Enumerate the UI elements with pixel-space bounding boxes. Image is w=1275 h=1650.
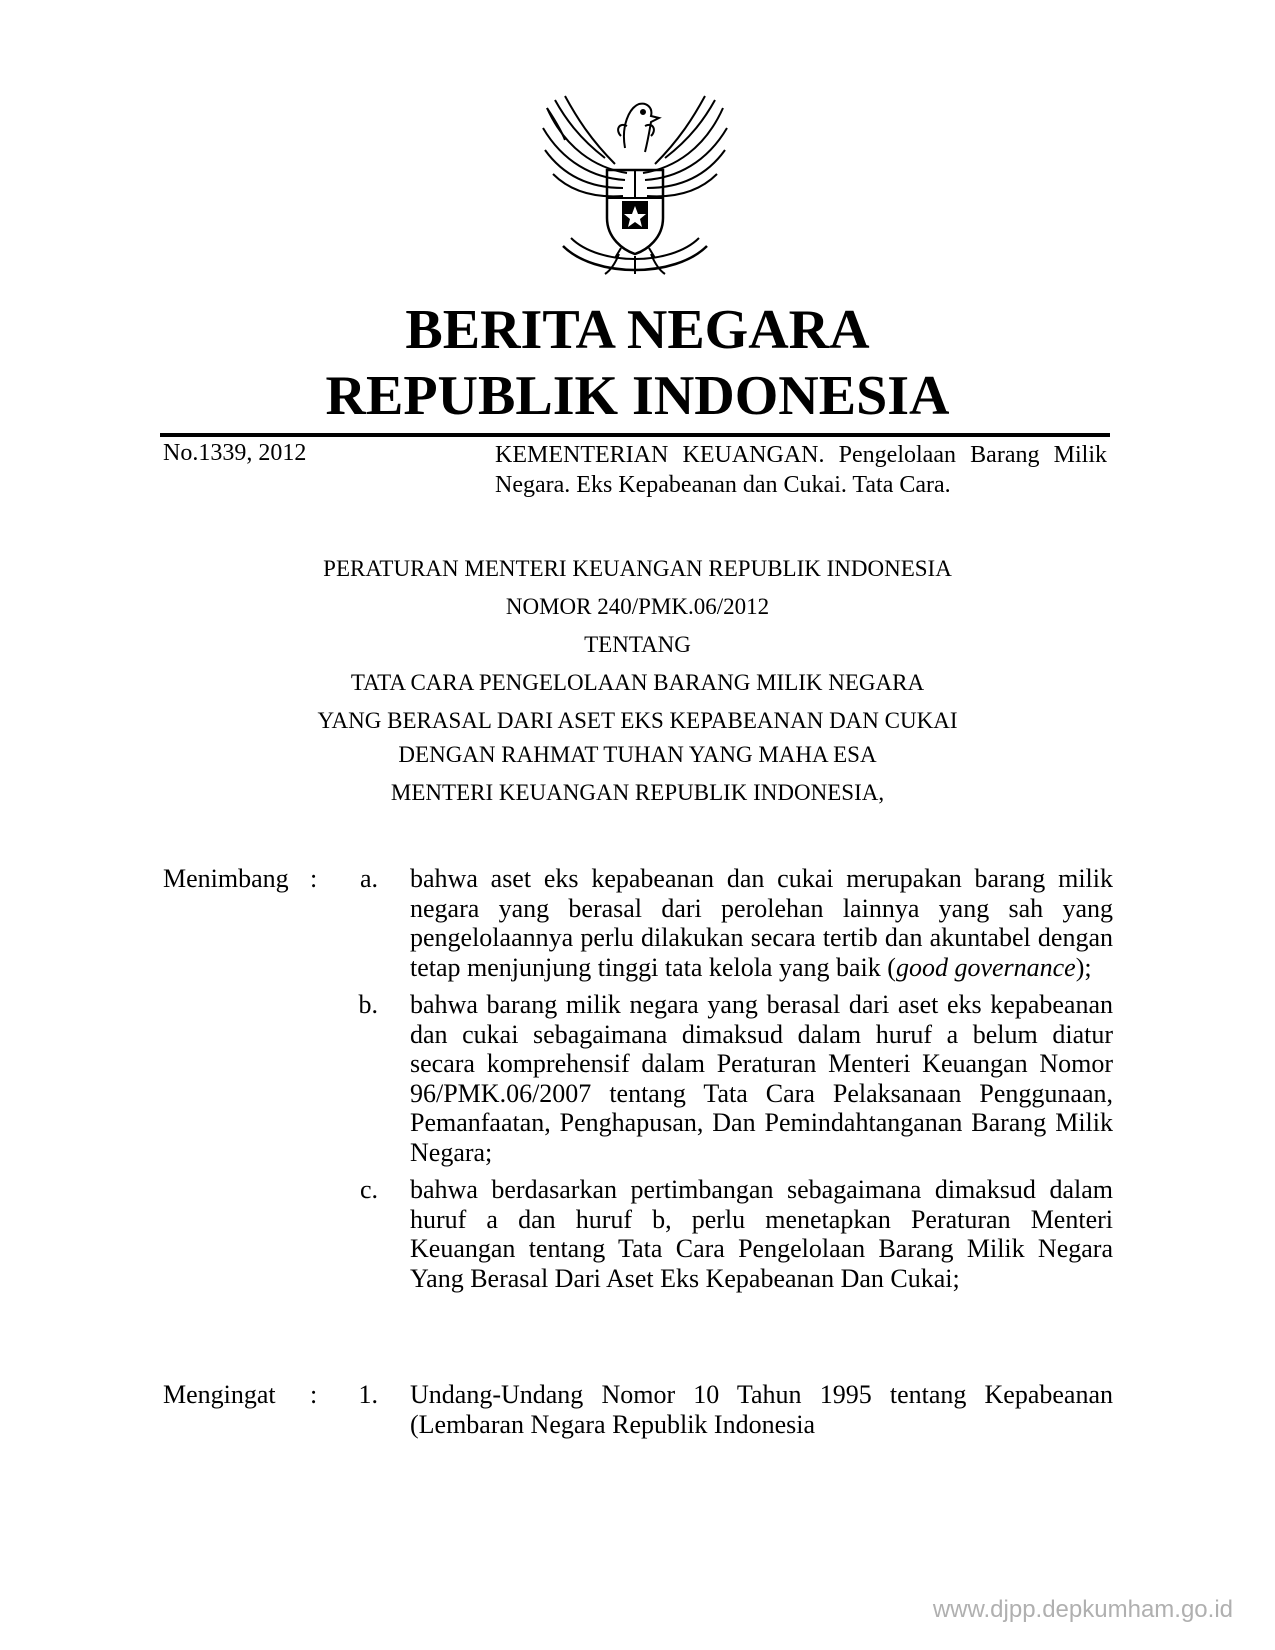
- regulation-tentang: TENTANG: [584, 632, 691, 657]
- item-marker: b.: [358, 990, 378, 1019]
- list-item: [163, 1380, 1113, 1439]
- item-text: bahwa berdasarkan pertimbangan sebagaimana dimaksud dalam huruf a dan huruf b, perlu menetapkan Peraturan Menteri Keuangan tentang Tata Cara Pengelolaan Barang Milik Negara Yang Berasal Dari Aset Eks Kepabeanan Dan Cukai;: [410, 1175, 1113, 1293]
- item-text: Undang-Undang Nomor 10 Tahun 1995 tentang Kepabeanan (Lembaran Negara Republik Indonesia: [410, 1380, 1113, 1439]
- regulation-number: NOMOR 240/PMK.06/2012: [505, 594, 770, 619]
- item-marker: a.: [359, 864, 378, 893]
- preamble: [0, 736, 1275, 812]
- regulation-subject-line2: YANG BERASAL DARI ASET EKS KEPABEANAN DAN CUKAI: [317, 708, 958, 733]
- footer-url: www.djpp.depkumham.go.id: [932, 1596, 1233, 1623]
- masthead-divider: [160, 433, 1110, 437]
- mengingat-label: Mengingat: [163, 1380, 276, 1409]
- masthead-title: BERITA NEGARA: [405, 299, 870, 361]
- item-text: bahwa barang milik negara yang berasal dari aset eks kepabeanan dan cukai sebagaimana dimaksud dalam huruf a belum diatur secara komprehensif dalam Peraturan Menteri Keuangan Nomor 96/PMK.06/2007 tentang Tata Cara Pelaksanaan Penggunaan, Pemanfaatan, Penghapusan, Dan Pemindahtanganan Barang Milik Negara;: [410, 990, 1113, 1167]
- mengingat-colon: :: [310, 1380, 318, 1409]
- mengingat-section: [163, 1380, 1113, 1439]
- regulation-subject-line1: TATA CARA PENGELOLAAN BARANG MILIK NEGARA: [350, 670, 925, 695]
- regulation-title: PERATURAN MENTERI KEUANGAN REPUBLIK INDONESIA: [323, 556, 952, 581]
- list-item: [163, 1175, 1113, 1293]
- item-text: bahwa aset eks kepabeanan dan cukai merupakan barang milik negara yang berasal dari perolehan lainnya yang sah yang pengelolaannya perlu dilakukan secara tertib dan akuntabel dengan tetap menjunjung tinggi tata kelola yang baik (good governance);: [410, 864, 1113, 982]
- garuda-emblem-icon: [535, 78, 735, 278]
- menimbang-label: Menimbang: [163, 864, 289, 893]
- list-item: [163, 864, 1113, 982]
- gazette-number: No.1339, 2012: [163, 440, 307, 466]
- item-marker: c.: [359, 1175, 378, 1204]
- preamble-line2: MENTERI KEUANGAN REPUBLIK INDONESIA,: [390, 780, 885, 805]
- regulation-heading: [0, 550, 1275, 740]
- masthead-subtitle: REPUBLIK INDONESIA: [325, 365, 950, 427]
- list-item: [163, 990, 1113, 1167]
- item-marker: 1.: [358, 1380, 378, 1409]
- preamble-line1: DENGAN RAHMAT TUHAN YANG MAHA ESA: [398, 742, 877, 767]
- menimbang-section: [163, 864, 1113, 1293]
- item-text-italic: good governance: [895, 952, 1076, 982]
- menimbang-colon: :: [310, 864, 318, 893]
- gazette-subject: KEMENTERIAN KEUANGAN. Pengelolaan Barang Milik Negara. Eks Kepabeanan dan Cukai. Tata Cara.: [495, 442, 1107, 498]
